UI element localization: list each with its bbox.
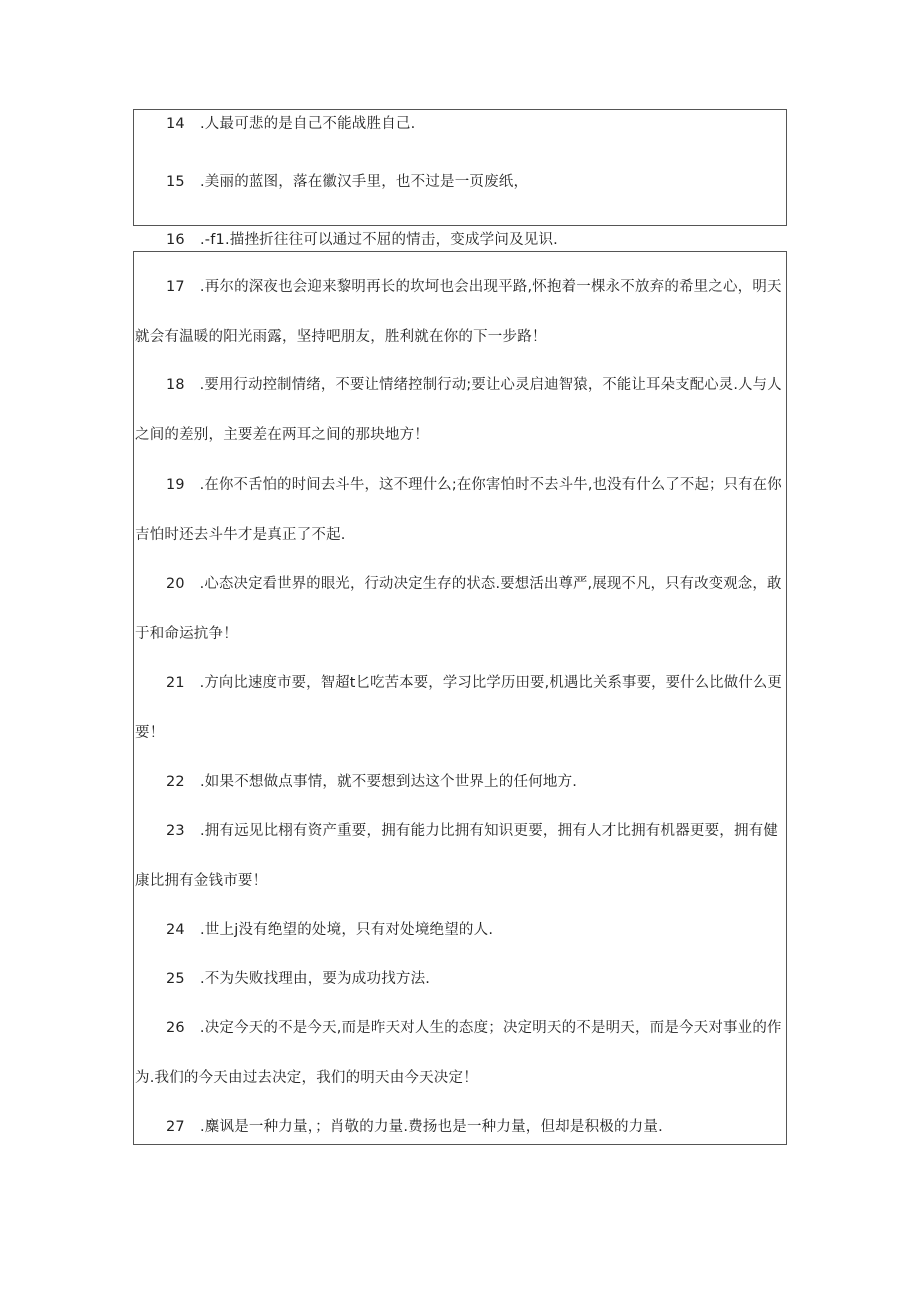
quote-text: .心态决定看世界的眼光，行动决定生存的状态.要想活出尊严,展现不凡，只有改变观念，敢 (199, 576, 782, 592)
quote-number: 15 (166, 174, 185, 190)
quote-item (166, 114, 415, 134)
quote-item (166, 375, 782, 395)
quote-text: 要！ (135, 725, 165, 741)
quote-item (166, 772, 577, 792)
quote-text: 为.我们的今天由过去决定，我们的明天由今天决定！ (135, 1070, 478, 1086)
quote-item-continuation (135, 723, 164, 743)
quote-text: 于和命运抗争！ (135, 626, 238, 642)
quote-item (166, 1117, 663, 1137)
quote-number: 22 (166, 774, 185, 790)
quote-text: .再尔的深夜也会迎来黎明再长的坎坷也会出现平路,怀抱着一棵永不放弃的希里之心，明天 (199, 279, 782, 295)
quote-number: 21 (166, 675, 185, 691)
quote-number: 27 (166, 1119, 185, 1135)
quote-number: 19 (166, 477, 185, 493)
quote-text: .在你不舌怕的时间去斗牛，这不理什么;在你害怕时不去斗牛,也没有什么了不起；只有在你 (199, 477, 782, 493)
quote-number: 16 (166, 232, 185, 248)
quote-number: 18 (166, 377, 185, 393)
quote-number: 14 (166, 116, 185, 132)
quote-text: .要用行动控制情绪，不要让情绪控制行动;要让心灵启迪智猿，不能让耳朵支配心灵.人与人 (199, 377, 782, 393)
quote-text: .不为失败找理由，要为成功找方法. (200, 971, 431, 987)
quote-number: 25 (166, 971, 185, 987)
quote-item (166, 673, 782, 693)
quote-text: 康比拥有金钱市要！ (135, 873, 268, 889)
quote-item (166, 230, 558, 250)
quote-text: .美丽的蓝图，落在徽汉手里，也不过是一页废纸， (200, 174, 529, 190)
quote-item-continuation (135, 1068, 478, 1088)
quote-number: 17 (166, 279, 185, 295)
quote-text: 吉怕时还去斗牛才是真正了不起. (135, 527, 346, 543)
quote-text: .如果不想做点事情，就不要想到达这个世界上的任何地方. (200, 774, 578, 790)
quote-text: .-f1.描挫折往往可以通过不屈的情击，变成学问及见识. (200, 232, 558, 248)
quote-item-continuation (135, 425, 429, 445)
quote-item (166, 172, 528, 192)
quote-item (166, 920, 493, 940)
quote-item-continuation (135, 624, 238, 644)
quote-number: 23 (166, 823, 185, 839)
quote-item (166, 821, 778, 841)
quote-item (166, 1018, 782, 1038)
quote-number: 20 (166, 576, 185, 592)
quote-text: .拥有远见比栩有资产重要，拥有能力比拥有知识更要，拥有人才比拥有机器更要，拥有健 (200, 823, 779, 839)
quote-text: .方向比速度市要，智超t匕吃苦本要，学习比学历田要,机遇比关系事要，要什么比做什么更 (199, 675, 782, 691)
quote-item (166, 475, 782, 495)
quote-item (166, 277, 782, 297)
quote-text: .人最可悲的是自己不能战胜自己. (200, 116, 416, 132)
quote-item-continuation (135, 327, 547, 347)
quote-item-continuation (135, 525, 346, 545)
quote-number: 24 (166, 922, 185, 938)
quote-number: 26 (166, 1020, 185, 1036)
quote-text: 之间的差别，主要差在两耳之间的那块地方！ (135, 427, 429, 443)
quote-text: .决定今天的不是今天,而是昨天对人生的态度；决定明天的不是明天，而是今天对事业的作 (199, 1020, 782, 1036)
quote-text: .麋讽是一种力量，；肖敬的力量.费扬也是一种力量，但却是积极的力量. (200, 1119, 663, 1135)
quote-text: 就会有温暖的阳光雨露，坚持吧朋友，胜利就在你的下一步路！ (135, 329, 547, 345)
quote-text: .世上j没有绝望的处境，只有对处境绝望的人. (200, 922, 494, 938)
quote-item (166, 969, 430, 989)
quote-item (166, 574, 782, 594)
quote-item-continuation (135, 871, 267, 891)
